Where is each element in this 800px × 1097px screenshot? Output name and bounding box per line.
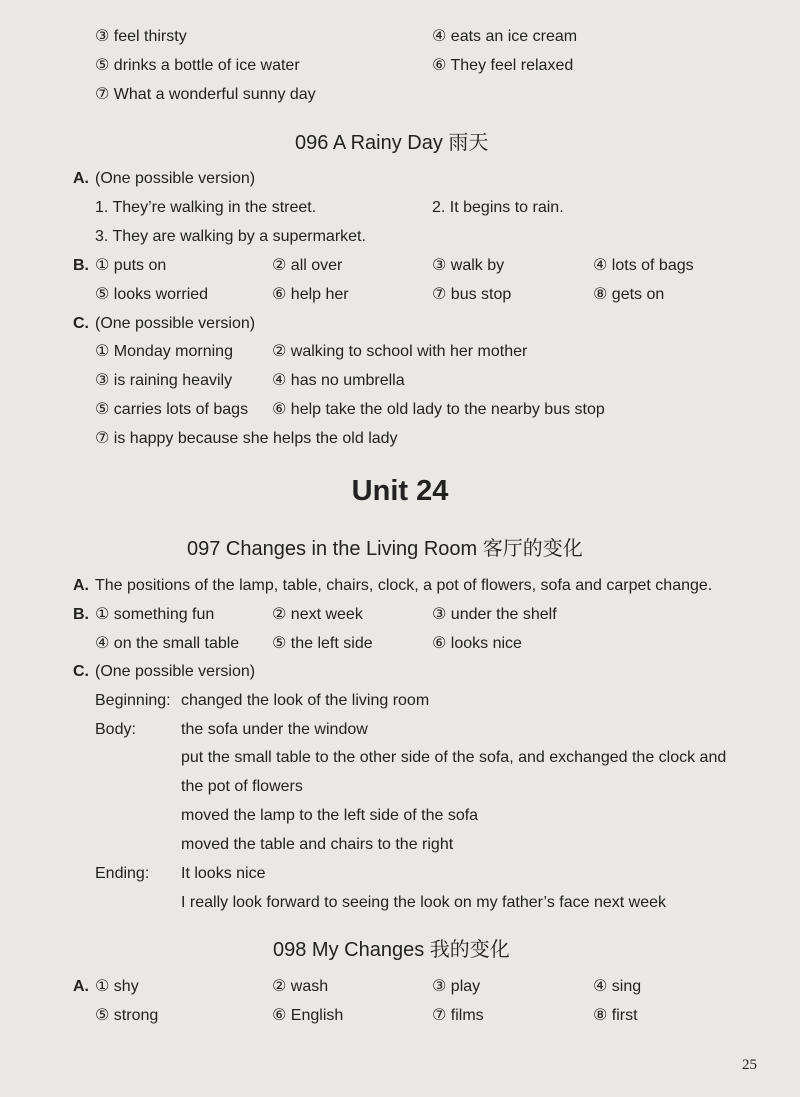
answer-item: ⑧ first [593,1007,638,1024]
answer-item: moved the table and chairs to the right [181,836,454,853]
answer-item: ④ on the small table [95,635,240,652]
answer-item: ③ walk by [432,257,505,274]
answer-item: ③ play [432,978,481,995]
answer-item: It looks nice [181,865,266,882]
answer-item: ⑦ films [432,1007,484,1024]
section-title-098: 098 My Changes 我的变化 [273,939,510,961]
answer-item: I really look forward to seeing the look on my father’s face next week [181,894,666,911]
section-title-096: 096 A Rainy Day 雨天 [295,132,489,154]
answer-item: changed the look of the living room [181,692,430,709]
answer-item: ④ lots of bags [593,257,694,274]
answer-item: ④ sing [593,978,642,995]
answer-item: 2. It begins to rain. [432,199,564,216]
section-note: (One possible version) [95,663,256,680]
answer-item: ⑤ carries lots of bags [95,401,249,418]
answer-item: put the small table to the other side of the sofa, and exchanged the clock and [181,749,727,766]
answer-item: ① something fun [95,606,215,623]
answer-item: 1. They’re walking in the street. [95,199,317,216]
answer-item: ② wash [272,978,329,995]
answer-item: ③ feel thirsty [95,28,187,45]
answer-item: ① Monday morning [95,343,233,360]
answer-item: ⑥ looks nice [432,635,522,652]
answer-item: ⑥ help take the old lady to the nearby bus stop [272,401,605,418]
section-label: C. [73,315,89,332]
ending-label: Ending: [95,865,150,882]
answer-item: ⑦ What a wonderful sunny day [95,86,316,103]
section-label: A. [73,170,89,187]
answer-item: ⑤ drinks a bottle of ice water [95,57,300,74]
answer-item: ④ has no umbrella [272,372,405,389]
answer-item: ⑦ bus stop [432,286,512,303]
page-number: 25 [742,1057,757,1073]
answer-item: ④ eats an ice cream [432,28,578,45]
answer-item: ⑥ They feel relaxed [432,57,574,74]
answer-item: ③ under the shelf [432,606,557,623]
answer-item: ⑤ the left side [272,635,373,652]
answer-item: 3. They are walking by a supermarket. [95,228,366,245]
answer-item: ⑥ help her [272,286,349,303]
answer-item: ⑧ gets on [593,286,665,303]
answer-item: ① puts on [95,257,167,274]
section-title-097: 097 Changes in the Living Room 客厅的变化 [187,538,583,560]
answer-item: The positions of the lamp, table, chairs, clock, a pot of flowers, sofa and carpet change. [95,577,713,594]
section-label: C. [73,663,89,680]
answer-item: ③ is raining heavily [95,372,233,389]
answer-item: moved the lamp to the left side of the sofa [181,807,479,824]
section-label: B. [73,606,89,623]
answer-item: ② next week [272,606,363,623]
section-label: B. [73,257,89,274]
answer-item: ⑤ looks worried [95,286,209,303]
body-label: Body: [95,721,136,738]
answer-item: ① shy [95,978,139,995]
section-note: (One possible version) [95,315,256,332]
answer-item: ② walking to school with her mother [272,343,528,360]
answer-item: the sofa under the window [181,721,368,738]
answer-item: ⑥ English [272,1007,344,1024]
answer-item: ② all over [272,257,343,274]
unit-heading: Unit 24 [351,475,449,507]
answer-item: the pot of flowers [181,778,303,795]
section-label: A. [73,577,89,594]
answer-item: ⑤ strong [95,1007,159,1024]
beginning-label: Beginning: [95,692,171,709]
section-note: (One possible version) [95,170,256,187]
section-label: A. [73,978,89,995]
answer-item: ⑦ is happy because she helps the old lady [95,430,398,447]
